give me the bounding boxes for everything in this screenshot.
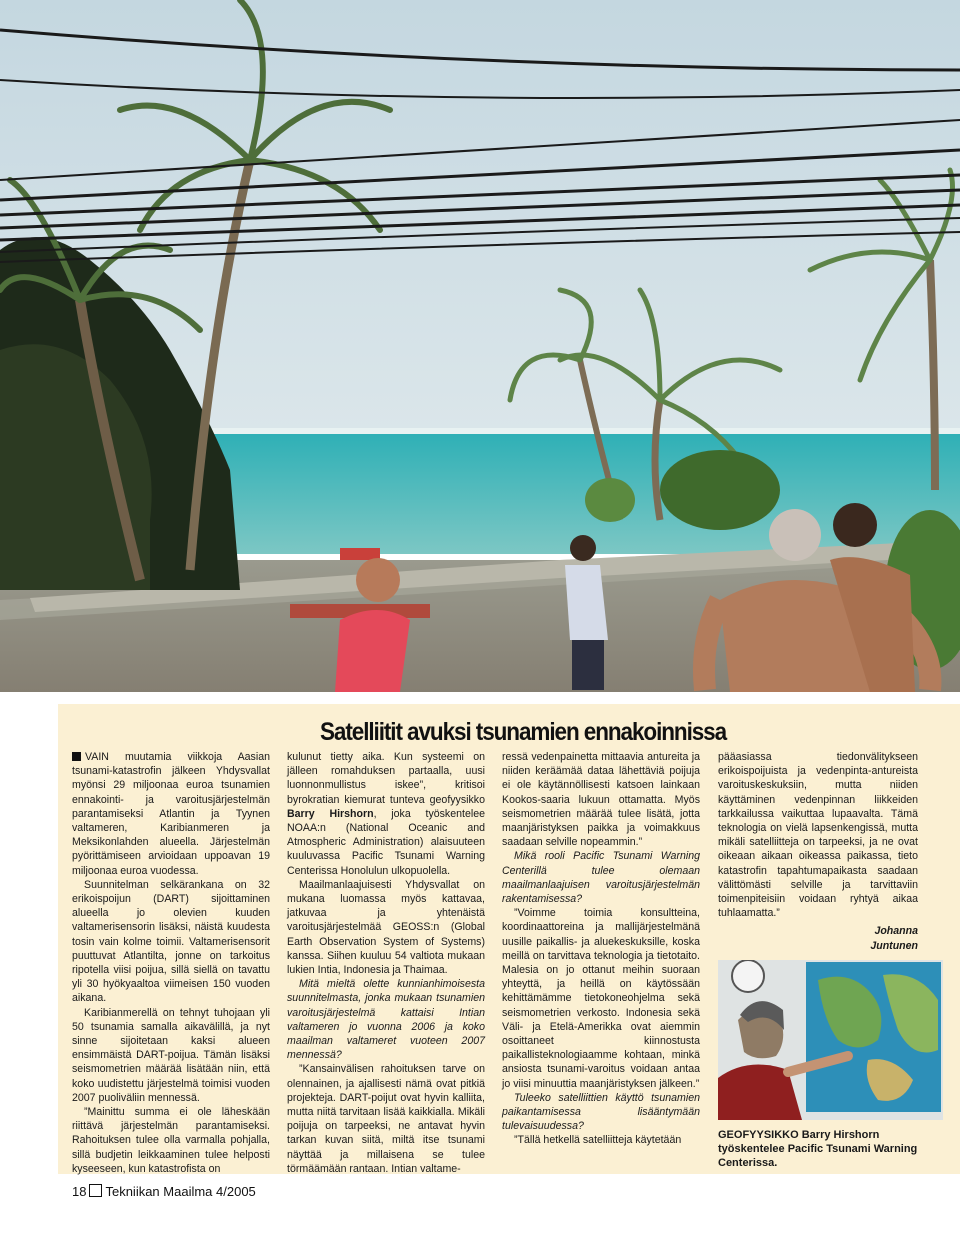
article-column-3 xyxy=(502,750,700,1148)
interview-question: Mikä rooli Pacific Tsunami Warning Centerillä tulee olemaan maailmanlaajuisen varoitusjärjestelmän rakentamisessa? xyxy=(502,850,700,906)
article-column-4 xyxy=(718,750,918,953)
page-footer xyxy=(72,1184,256,1199)
paragraph: Suunnitelman selkärankana on 32 erikoispoijun (DART) sijoittaminen alueella jo olevien kuuden valtamerisensorin lisäksi, näistä kuudesta tosin vain kolme toimii. Valtamerisensorit puuttuvat Atlantilta, jonne on tarkoitus ripotella viisi poijua, sillä siellä on tavattu yli 30 hyökyaaltoa viimeisen 150 vuoden aikana. xyxy=(72,878,270,1005)
paragraph: ”Voimme toimia konsultteina, koordinaattoreina ja mallijärjestelmänä uusille paikallis- ja aluekeskuksille, koska meillä on tarvittava teknologia ja tietotaito. Malesia on jo ottanut meihin suoraan yhteyttä, ja heillä on käytössään kehittämämme tietokoneohjelma sekä seismometrien verkosto. Indonesia sekä Väli- ja Etelä-Amerikka ovat aiemmin osoittaneet kiinnostusta paikallisteknologiaamme kohtaan, minkä ansiosta tsunami-varoitus voidaan antaa jo viisi minuuttia maanjäristyksen jälkeen.” xyxy=(502,907,700,1090)
paragraph: VAIN muutamia viikkoja Aasian tsunami-katastrofin jälkeen Yhdysvallat myönsi 29 miljoonaa euroa tsunamien ennakointi- ja varoitusjärjestelmän parantamiseksi Atlantin ja Tyynen valtameren, Karibianmeren ja Meksikonlahden alueella. Järjestelmän pyörittämiseen arvioidaan uppoavan 19 miljoonaa euroa vuodessa. xyxy=(72,751,270,877)
paragraph: Karibianmerellä on tehnyt tuhojaan yli 50 tsunamia samalla aikavälillä, ja nyt sinne sijoitetaan kaksi alueen ensimmäistä DART-poijua. Tämän lisäksi seismometrien määrää lisätään niin, että koko uudistettu järjestelmä toimisi vuoden 2007 puoliväliin mennessä. xyxy=(72,1006,270,1104)
author-byline: Johanna Juntunen xyxy=(870,925,918,952)
paragraph: ”Mainittu summa ei ole läheskään riittävä järjestelmän parantamiseksi. Rahoituksen tulee olla varmalla pohjalla, sillä budjetin leikkaaminen tulee helposti kyseeseen, kun katastrofista on xyxy=(72,1106,270,1175)
article-headline: Satelliitit avuksi tsunamien ennakoinnissa xyxy=(320,718,727,746)
page-number: 18 xyxy=(72,1184,87,1199)
scientist-photo xyxy=(718,960,943,1120)
paragraph: ”Tällä hetkellä satelliitteja käytetään xyxy=(514,1134,682,1147)
square-icon xyxy=(89,1184,102,1197)
paragraph: ressä vedenpainetta mittaavia antureita ja niiden keräämää dataa lähettäviä poijuja ei ole käytännöllisesti katsoen lainkaan Kookos-saaria lukuun ottamatta. Myös seismometrien määrää tulee lisätä, jotta maanjäristyksen paikka ja voimakkuus saadaan selville nopeammin.” xyxy=(502,751,700,849)
paragraph: kulunut tietty aika. Kun systeemi on jälleen romahduksen partaalla, uusi luonnonmullistus iskee”, kritisoi byrokratian kiemurat tunteva geofyysikko Barry Hirshorn, joka työskentelee NOAA:n (National Oceanic and Atmospheric Administration) alaisuuteen kuuluvassa Pacific Tsunami Warning Centerissa Honolulun ulkopuolella. xyxy=(287,751,485,877)
interview-question: Mitä mieltä olette kunnianhimoisesta suunnitelmasta, jonka mukaan tsunamien varoitusjärjestelmä kattaisi Intian valtameren jo vuonna 2006 ja koko maailman valtameret vuoteen 2007 mennessä? xyxy=(287,978,485,1062)
person-name: Barry Hirshorn xyxy=(287,807,374,820)
article-column-2 xyxy=(287,750,485,1176)
interview-question: Tuleeko satelliittien käyttö tsunamien paikantamisessa lisääntymään tulevaisuudessa? xyxy=(502,1091,700,1133)
paragraph: ”Kansainvälisen rahoituksen tarve on olennainen, ja ajallisesti nämä ovat pitkiä projekteja. DART-poijut ovat hyvin kalliita, mutta niitä tarvitaan lisää kaikkialla. Mikäli poijuja on tarpeeksi, ne antavat hyvin tarkan kuvan siitä, miltä itse tsunami näyttää ja millaisena se tulee törmäämään rantaan. Intian valtame- xyxy=(287,1063,485,1175)
photo-caption: GEOFYYSIKKO Barry Hirshorn työskentelee Pacific Tsunami Warning Centerissa. xyxy=(718,1129,918,1169)
magazine-name: Tekniikan Maailma 4/2005 xyxy=(105,1184,256,1199)
paragraph: Maailmanlaajuisesti Yhdysvallat on mukana luomassa myös kattavaa, jatkuvaa ja yhtenäistä varoitusjärjestelmää GEOSS:n (Global Earth Observation System of Systems) kanssa. Siihen kuuluu 54 valtiota mukaan lukien Intia, Indonesia ja Thaimaa. xyxy=(287,878,485,977)
article-column-1 xyxy=(72,750,270,1176)
paragraph: pääasiassa tiedonvälitykseen erikoispoijuista ja vedenpinta-antureista varoituskeskuksiin, mutta niiden käyttäminen vedenpinnan liikkeiden tarkkailussa vaikuttaa lupaavalta. Tämä teknologia on vielä lapsenkengissä, mutta mikäli satelliitteja on tarpeeksi, ja ne ovat oikeaan aikaan oikeassa paikassa, tieto katastrofin tapahtumapaikasta saadaan välittömästi selville ja tarvittaviin toimenpiteisiin voidaan ryhtyä aikaa tuhlaamatta.” xyxy=(718,751,918,920)
bullet-square-icon xyxy=(72,752,81,761)
